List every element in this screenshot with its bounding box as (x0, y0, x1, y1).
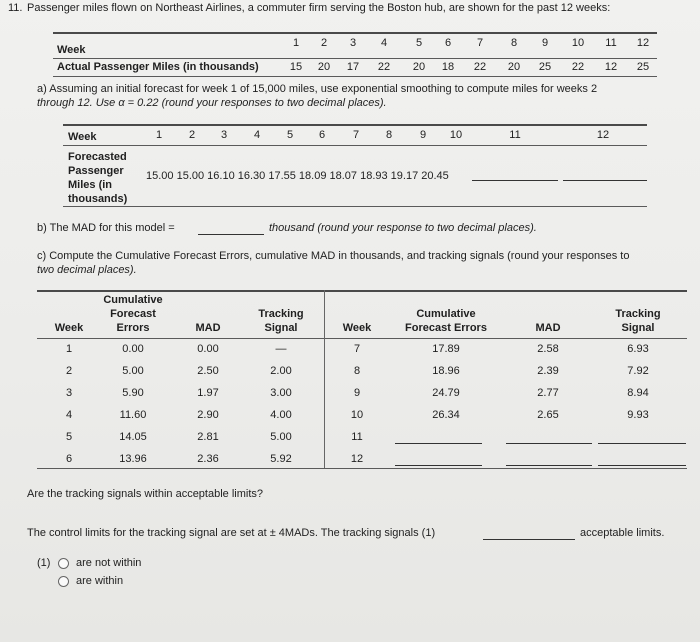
right-week-cell: 10 (350, 409, 364, 421)
options-number: (1) (37, 557, 51, 569)
forecast-label-3: Miles (in (68, 179, 113, 191)
answer-blank-ts[interactable] (598, 443, 686, 444)
question-intro: Passenger miles flown on Northeast Airlines, a commuter firm serving the Boston hub, are shown for the past 12 weeks: (27, 2, 611, 14)
part-b-prefix: b) The MAD for this model = (37, 222, 175, 234)
data-table-miles-cell: 20 (412, 61, 426, 73)
data-table-miles-cell: 17 (346, 61, 360, 73)
part-a-week-cell: 2 (188, 129, 196, 141)
data-table-week-cell: 3 (349, 37, 357, 49)
part-c-table-bottom-border (37, 468, 687, 469)
mad-answer-blank[interactable] (198, 234, 264, 235)
data-table-miles-cell: 20 (317, 61, 331, 73)
data-table-miles-cell: 15 (289, 61, 303, 73)
data-table-miles-cell: 25 (636, 61, 650, 73)
left-mad-cell: 0.00 (197, 343, 219, 355)
answer-blank-ts[interactable] (598, 465, 686, 466)
answer-blank-mad[interactable] (506, 465, 592, 466)
header-week-left: Week (54, 322, 84, 334)
left-week-cell: 1 (65, 343, 73, 355)
left-mad-cell: 2.50 (197, 365, 219, 377)
left-mad-cell: 2.81 (197, 431, 219, 443)
left-mad-cell: 2.90 (197, 409, 219, 421)
right-cfe-cell: 26.34 (432, 409, 460, 421)
header-week-right: Week (342, 322, 372, 334)
control-limits-prefix: The control limits for the tracking signal are set at ± 4MADs. The tracking signals (1) (27, 527, 436, 539)
part-a-week-cell: 9 (419, 129, 427, 141)
header-ts-right-2: Signal (621, 322, 655, 334)
left-week-cell: 5 (65, 431, 73, 443)
data-table-week-cell: 1 (292, 37, 300, 49)
right-week-cell: 9 (353, 387, 361, 399)
header-ts-right-1: Tracking (615, 308, 661, 320)
forecast-values: 15.00 15.00 16.10 16.30 17.55 18.09 18.07 18.93 19.17 20.45 (146, 170, 449, 182)
part-c-table-top-border (37, 290, 687, 292)
left-cfe-cell: 11.60 (119, 409, 147, 421)
data-table-miles-cell: 12 (604, 61, 618, 73)
left-week-cell: 6 (65, 453, 73, 465)
right-week-cell: 7 (353, 343, 361, 355)
part-a-week-cell: 12 (596, 129, 610, 141)
right-mad-cell: 2.65 (537, 409, 559, 421)
right-ts-cell: 8.94 (627, 387, 649, 399)
left-ts-cell: 2.00 (270, 365, 292, 377)
header-mad-right: MAD (535, 322, 561, 334)
option-not-within-label: are not within (76, 557, 142, 569)
left-ts-cell: 4.00 (270, 409, 292, 421)
forecast-label-4: thousands) (68, 193, 128, 205)
data-table-week-cell: 12 (636, 37, 650, 49)
left-cfe-cell: 13.96 (119, 453, 147, 465)
header-cfe-left-3: Errors (116, 322, 150, 334)
header-cfe-right-1: Cumulative (416, 308, 476, 320)
part-c-line1: c) Compute the Cumulative Forecast Errors, cumulative MAD in thousands, and tracking signals (round your responses to (37, 250, 630, 262)
part-a-week-label: Week (68, 131, 97, 143)
part-b-suffix: thousand (round your response to two decimal places). (269, 222, 537, 234)
data-table-week-cell: 5 (415, 37, 423, 49)
right-cfe-cell: 24.79 (432, 387, 460, 399)
answer-blank-cfe[interactable] (395, 443, 482, 444)
data-table-miles-label: Actual Passenger Miles (in thousands) (57, 61, 259, 73)
part-c-column-separator (324, 290, 325, 468)
left-week-cell: 2 (65, 365, 73, 377)
data-table-week-cell: 6 (444, 37, 452, 49)
part-a-table-top-border (63, 124, 647, 126)
right-week-cell: 8 (353, 365, 361, 377)
part-a-table-bottom-border (63, 206, 647, 207)
data-table-week-label: Week (57, 44, 86, 56)
left-ts-cell: 5.92 (270, 453, 292, 465)
tracking-signal-answer-blank[interactable] (483, 539, 575, 540)
left-cfe-cell: 5.00 (122, 365, 144, 377)
forecast-label-1: Forecasted (68, 151, 127, 163)
part-a-week-cell: 7 (352, 129, 360, 141)
answer-blank-mad[interactable] (506, 443, 592, 444)
right-cfe-cell: 17.89 (432, 343, 460, 355)
data-table-top-border (53, 32, 657, 34)
question-number: 11. (8, 2, 23, 14)
forecast-week-11-blank[interactable] (472, 180, 558, 181)
part-a-week-cell: 10 (449, 129, 463, 141)
part-a-line2: through 12. Use α = 0.22 (round your responses to two decimal places). (37, 97, 387, 109)
left-mad-cell: 2.36 (197, 453, 219, 465)
data-table-miles-cell: 22 (377, 61, 391, 73)
left-cfe-cell: 14.05 (119, 431, 147, 443)
header-ts-left-1: Tracking (258, 308, 304, 320)
data-table-week-cell: 2 (320, 37, 328, 49)
header-mad-left: MAD (195, 322, 221, 334)
data-table-miles-cell: 22 (473, 61, 487, 73)
part-a-line1: a) Assuming an initial forecast for week 1 of 15,000 miles, use exponential smoothing to compute miles for weeks 2 (37, 83, 598, 95)
right-ts-cell: 9.93 (627, 409, 649, 421)
header-cfe-right-2: Forecast Errors (405, 322, 487, 334)
header-cfe-left-2: Forecast (110, 308, 156, 320)
right-mad-cell: 2.58 (537, 343, 559, 355)
tracking-question: Are the tracking signals within acceptable limits? (27, 488, 264, 500)
data-table-week-cell: 10 (571, 37, 585, 49)
option-within-label: are within (76, 575, 124, 587)
part-c-line2: two decimal places). (37, 264, 137, 276)
header-ts-left-2: Signal (264, 322, 298, 334)
part-a-table-row-divider (63, 145, 647, 146)
left-cfe-cell: 5.90 (122, 387, 144, 399)
left-week-cell: 4 (65, 409, 73, 421)
part-a-week-cell: 11 (509, 129, 521, 141)
data-table-week-cell: 4 (380, 37, 388, 49)
right-week-cell: 12 (350, 453, 364, 465)
part-c-header-divider (37, 338, 687, 339)
part-a-week-cell: 8 (385, 129, 393, 141)
data-table-week-cell: 8 (510, 37, 518, 49)
right-mad-cell: 2.77 (537, 387, 559, 399)
data-table-week-cell: 9 (541, 37, 549, 49)
radio-within[interactable] (58, 576, 69, 587)
part-a-week-cell: 6 (318, 129, 326, 141)
data-table-week-cell: 7 (476, 37, 484, 49)
left-ts-cell: 5.00 (270, 431, 292, 443)
data-table-miles-cell: 25 (538, 61, 552, 73)
left-mad-cell: 1.97 (197, 387, 219, 399)
right-ts-cell: 6.93 (627, 343, 649, 355)
right-ts-cell: 7.92 (627, 365, 649, 377)
data-table-row-divider (53, 58, 657, 59)
part-a-week-cell: 4 (253, 129, 261, 141)
data-table-miles-cell: 22 (571, 61, 585, 73)
forecast-week-12-blank[interactable] (563, 180, 647, 181)
data-table-miles-cell: 20 (507, 61, 521, 73)
part-a-week-cell: 3 (220, 129, 228, 141)
forecast-label-2: Passenger (68, 165, 124, 177)
left-ts-cell: 3.00 (270, 387, 292, 399)
part-a-week-cell: 5 (286, 129, 294, 141)
left-ts-cell: — (275, 343, 287, 355)
data-table-week-cell: 11 (605, 37, 617, 49)
right-week-cell: 11 (351, 431, 363, 443)
radio-not-within[interactable] (58, 558, 69, 569)
right-mad-cell: 2.39 (537, 365, 559, 377)
left-week-cell: 3 (65, 387, 73, 399)
part-a-week-cell: 1 (155, 129, 163, 141)
right-cfe-cell: 18.96 (432, 365, 460, 377)
data-table-miles-cell: 18 (441, 61, 455, 73)
data-table-bottom-border (53, 76, 657, 77)
header-cfe-left-1: Cumulative (103, 294, 163, 306)
control-limits-suffix: acceptable limits. (580, 527, 665, 539)
answer-blank-cfe[interactable] (395, 465, 482, 466)
left-cfe-cell: 0.00 (122, 343, 144, 355)
